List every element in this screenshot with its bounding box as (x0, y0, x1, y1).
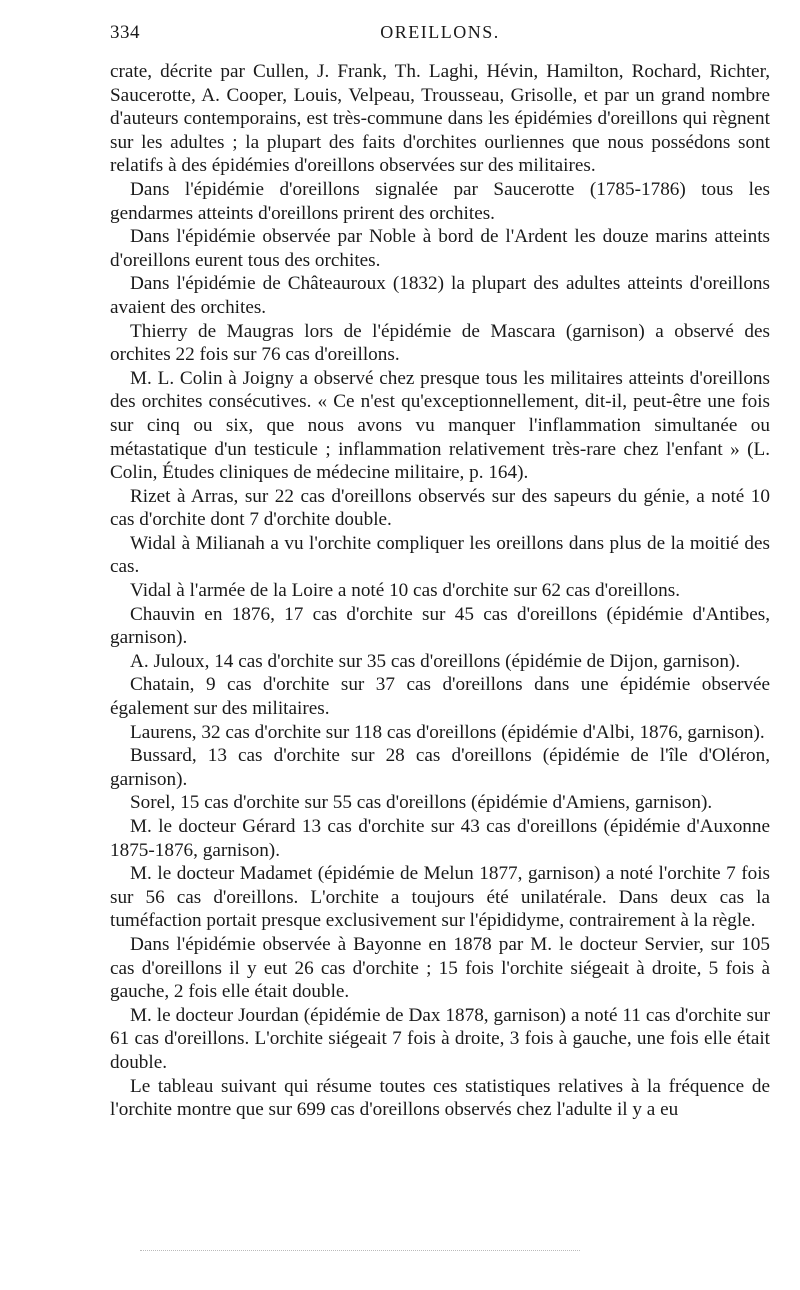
paragraph: Chatain, 9 cas d'orchite sur 37 cas d'oreillons dans une épidémie observée également sur des militaires. (110, 674, 770, 720)
paragraph: M. le docteur Madamet (épidémie de Melun 1877, garnison) a noté l'orchite 7 fois sur 56 cas d'oreillons. L'orchite a toujours été unilatérale. Dans deux cas la tuméfaction portait presque exclusivement sur l'épididyme, contrairement à la règle. (110, 863, 770, 932)
paragraph: A. Juloux, 14 cas d'orchite sur 35 cas d'oreillons (épidémie de Dijon, garnison). (130, 650, 741, 672)
paragraph: Vidal à l'armée de la Loire a noté 10 cas d'orchite sur 62 cas d'oreillons. (130, 580, 681, 602)
paragraph: Dans l'épidémie d'oreillons signalée par Saucerotte (1785-1786) tous les gendarmes atteints d'oreillons prirent des orchites. (110, 178, 770, 224)
page-number: 334 (110, 22, 140, 43)
running-title: OREILLONS. (380, 22, 500, 42)
paragraph: Sorel, 15 cas d'orchite sur 55 cas d'oreillons (épidémie d'Amiens, garnison). (130, 792, 713, 814)
paragraph: M. le docteur Jourdan (épidémie de Dax 1878, garnison) a noté 11 cas d'orchite sur 61 cas d'oreillons. L'orchite siégeait 7 fois à droite, 3 fois à gauche, une fois elle était double. (110, 1004, 770, 1073)
bottom-rule (140, 1250, 580, 1251)
paragraph: Rizet à Arras, sur 22 cas d'oreillons observés sur des sapeurs du génie, a noté 10 cas d'orchite dont 7 d'orchite double. (110, 485, 770, 531)
body-text (110, 60, 770, 1122)
paragraph: M. le docteur Gérard 13 cas d'orchite sur 43 cas d'oreillons (épidémie d'Auxonne 1875-1876, garnison). (110, 816, 770, 861)
paragraph: Dans l'épidémie observée à Bayonne en 1878 par M. le docteur Servier, sur 105 cas d'oreillons il y eut 26 cas d'orchite ; 15 fois l'orchite siégeait à droite, 5 fois à gauche, 2 fois elle était double. (110, 933, 770, 1003)
paragraph: Dans l'épidémie de Châteauroux (1832) la plupart des adultes atteints d'oreillons avaient des orchites. (110, 273, 770, 318)
page-header (110, 22, 770, 52)
paragraph: Chauvin en 1876, 17 cas d'orchite sur 45 cas d'oreillons (épidémie d'Antibes, garnison). (110, 603, 770, 649)
paragraph: Thierry de Maugras lors de l'épidémie de Mascara (garnison) a observé des orchites 22 fois sur 76 cas d'oreillons. (110, 320, 770, 366)
paragraph: Dans l'épidémie observée par Noble à bord de l'Ardent les douze marins atteints d'oreillons eurent tous des orchites. (110, 226, 770, 271)
paragraph: crate, décrite par Cullen, J. Frank, Th. Laghi, Hévin, Hamilton, Rochard, Richter, Saucerotte, A. Cooper, Louis, Velpeau, Trousseau, Grisolle, et par un grand nombre d'auteurs contemporains, est très-commune dans les épidémies d'oreillons qui règnent sur les adultes ; la plupart des faits d'orchites ourliennes que nous possédons sont relatifs à des épidémies d'oreillons observées sur des militaires. (110, 61, 770, 177)
paragraph: M. L. Colin à Joigny a observé chez presque tous les militaires atteints d'oreillons des orchites consécutives. « Ce n'est qu'exceptionnellement, dit-il, peut-être une fois sur cinq ou six, que nous avons vu manquer l'inflammation simultanée ou métastatique d'un testicule ; inflammation relativement très-rare chez l'enfant » (L. Colin, Études cliniques de médecine militaire, p. 164). (110, 367, 770, 484)
paragraph: Le tableau suivant qui résume toutes ces statistiques relatives à la fréquence de l'orchite montre que sur 699 cas d'oreillons observés chez l'adulte il y a eu (110, 1075, 770, 1121)
paragraph: Bussard, 13 cas d'orchite sur 28 cas d'oreillons (épidémie de l'île d'Oléron, garnison). (110, 745, 770, 790)
paragraph: Laurens, 32 cas d'orchite sur 118 cas d'oreillons (épidémie d'Albi, 1876, garnison). (130, 721, 765, 743)
paragraph: Widal à Milianah a vu l'orchite compliquer les oreillons dans plus de la moitié des cas. (110, 532, 770, 578)
